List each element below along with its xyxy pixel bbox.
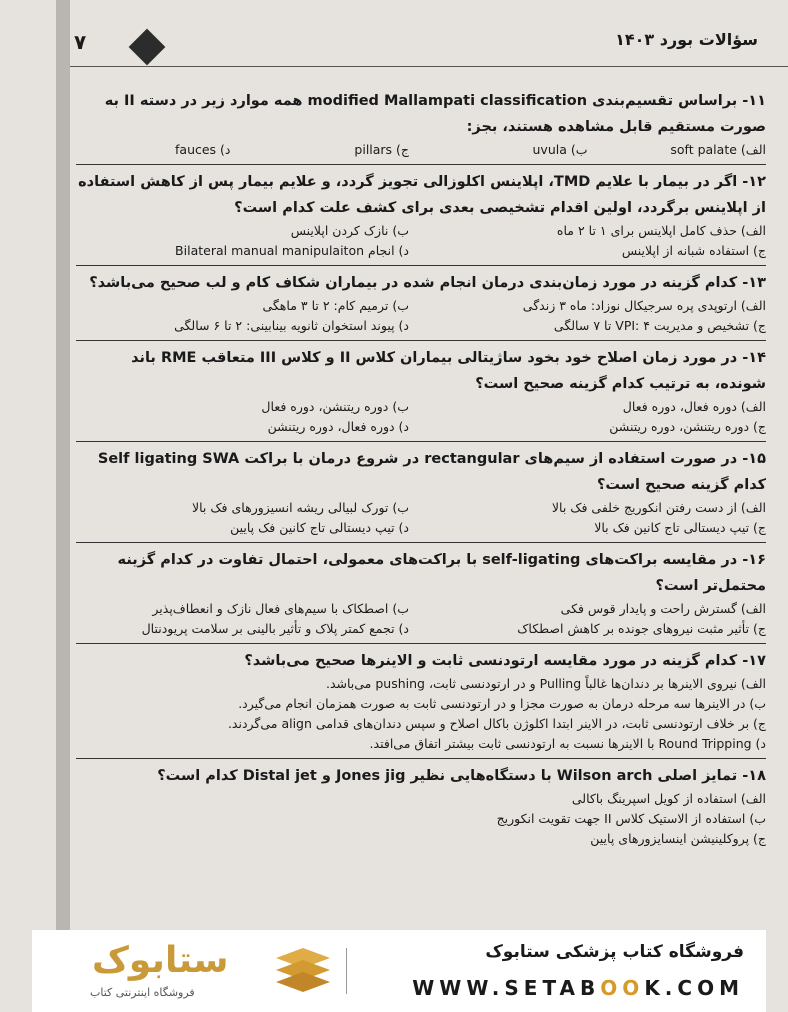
question-title: ۱۵- در صورت استفاده از سیم‌های rectangular در شروع درمان با براکت Self ligating SWA کدام گزینه صحیح است؟ [97, 451, 766, 493]
answer-option: ب) uvula [532, 142, 588, 157]
store-logo-icon [270, 946, 336, 996]
question-block [76, 763, 766, 849]
store-url: WWW.SETABOOK.COM [412, 976, 744, 1000]
question-block [76, 169, 766, 261]
question-block [76, 446, 766, 538]
answer-option: د) تجمع کمتر پلاک و تأثیر بالینی بر سلامت پریودنتال [141, 621, 409, 636]
answer-option: د) پیوند استخوان ثانویه بینابینی: ۲ تا ۶ سالگی [174, 318, 409, 333]
question-title: ۱۲- اگر در بیمار با علایم TMD، اپلاینس اکلوزالی تجویز گردد، و علایم بیمار پس از کاهش استفاده از اپلاینس برگردد، اولین اقدام تشخیصی بعدی برای کشف علت کدام است؟ [78, 174, 766, 216]
answer-options [76, 498, 766, 538]
answer-option: الف) soft palate [670, 142, 766, 157]
question-block [76, 270, 766, 336]
answer-option: ب) تورک لبیالی ریشه انسیزورهای فک بالا [191, 500, 409, 515]
page-number: ۷ [74, 30, 87, 54]
answer-option: الف) ارتوپدی پره سرجیکال نوزاد: ماه ۳ زندگی [522, 298, 766, 313]
answer-option: ب) ترمیم کام: ۲ تا ۳ ماهگی [262, 298, 409, 313]
answer-option: ب) نازک کردن اپلاینس [290, 223, 409, 238]
answer-option: الف) گسترش راحت و پایدار قوس فکی [560, 601, 766, 616]
answer-option: ج) تیپ دیستالی تاج کانین فک بالا [594, 520, 766, 535]
answer-option: ب) در الاینرها سه مرحله درمان به صورت مجزا و در ارتودنسی ثابت به صورت همزمان انجام می‌گیرد. [238, 696, 766, 711]
answer-option: د) fauces [175, 142, 231, 157]
question-divider [76, 265, 766, 266]
question-divider [76, 164, 766, 165]
question-divider [76, 340, 766, 341]
question-block [76, 88, 766, 160]
question-divider [76, 441, 766, 442]
question-title: ۱۳- کدام گزینه در مورد زمان‌بندی درمان انجام شده در بیماران شکاف کام و لب صحیح می‌باشد؟ [89, 275, 766, 291]
answer-option: ب) استفاده از الاستیک کلاس II جهت تقویت انکوریج [496, 811, 766, 826]
question-title: ۱۴- در مورد زمان اصلاح خود بخود ساژیتالی بیماران کلاس II و کلاس III متعاقب RME باند شونده، به ترتیب کدام گزینه صحیح است؟ [131, 350, 766, 392]
page-margin-band [56, 0, 70, 930]
answer-options [76, 599, 766, 639]
question-title: ۱۶- در مقایسه براکت‌های self-ligating با براکت‌های معمولی، احتمال تفاوت در کدام گزینه محتمل‌تر است؟ [117, 552, 766, 594]
answer-options [76, 789, 766, 849]
answer-option: الف) حذف کامل اپلاینس برای ۱ تا ۲ ماه [556, 223, 766, 238]
answer-option: الف) از دست رفتن انکوریج خلفی فک بالا [551, 500, 766, 515]
footer-divider [346, 948, 347, 994]
answer-option: الف) نیروی الاینرها بر دندان‌ها غالباً Pulling و در ارتودنسی ثابت، pushing می‌باشد. [325, 676, 766, 691]
answer-option: د) انجام Bilateral manual manipulaiton [175, 243, 409, 258]
question-block [76, 345, 766, 437]
question-title: ۱۱- براساس تقسیم‌بندی modified Mallampati classification همه موارد زیر در دسته II به صورت مستقیم قابل مشاهده هستند، بجز: [104, 93, 766, 135]
answer-option: ج) پروکلینیشن اینسایزورهای پایین [590, 831, 766, 846]
answer-option: ج) pillars [354, 142, 409, 157]
answer-options [76, 674, 766, 754]
store-logo-text: ستابوک [92, 940, 229, 981]
answer-option: الف) دوره فعال، دوره فعال [622, 399, 766, 414]
question-divider [76, 542, 766, 543]
question-block [76, 648, 766, 754]
store-logo-subtext: فروشگاه اینترنتی کتاب [90, 986, 195, 999]
answer-option: ب) اصطکاک با سیم‌های فعال نازک و انعطاف‌پذیر [152, 601, 409, 616]
answer-options [76, 296, 766, 336]
answer-option: ج) تأثیر مثبت نیروهای جونده بر کاهش اصطکاک [517, 621, 766, 636]
store-name: فروشگاه کتاب پزشکی ستابوک [485, 942, 744, 962]
question-title: ۱۷- کدام گزینه در مورد مقایسه ارتودنسی ثابت و الاینرها صحیح می‌باشد؟ [244, 653, 766, 669]
question-block [76, 547, 766, 639]
question-list [76, 88, 766, 928]
answer-option: ج) بر خلاف ارتودنسی ثابت، در الاینر ابتدا اکلوژن باکال اصلاح و سپس دندان‌های قدامی align می‌گردند. [227, 716, 766, 731]
answer-option: ج) دوره ریتنشن، دوره ریتنشن [609, 419, 766, 434]
answer-option: ج) استفاده شبانه از اپلاینس [621, 243, 766, 258]
header-divider [70, 66, 788, 67]
answer-option: د) تیپ دیستالی تاج کانین فک پایین [230, 520, 409, 535]
running-head: سؤالات بورد ۱۴۰۳ [615, 30, 758, 49]
question-divider [76, 643, 766, 644]
answer-options [76, 221, 766, 261]
question-title: ۱۸- تمایز اصلی Wilson arch با دستگاه‌هایی نظیر Jones jig و Distal jet کدام است؟ [157, 768, 766, 784]
answer-option: ب) دوره ریتنشن، دوره فعال [261, 399, 409, 414]
answer-option: ج) تشخیص و مدیریت VPI: ۴ تا ۷ سالگی [553, 318, 766, 333]
answer-option: د) Round Tripping با الاینرها نسبت به ارتودنسی ثابت بیشتر اتفاق می‌افتد. [369, 736, 766, 751]
answer-option: د) دوره فعال، دوره ریتنشن [267, 419, 409, 434]
answer-options [76, 397, 766, 437]
answer-option: الف) استفاده از کویل اسپرینگ باکالی [571, 791, 766, 806]
answer-options [76, 140, 766, 160]
question-divider [76, 758, 766, 759]
store-banner [32, 930, 766, 1012]
